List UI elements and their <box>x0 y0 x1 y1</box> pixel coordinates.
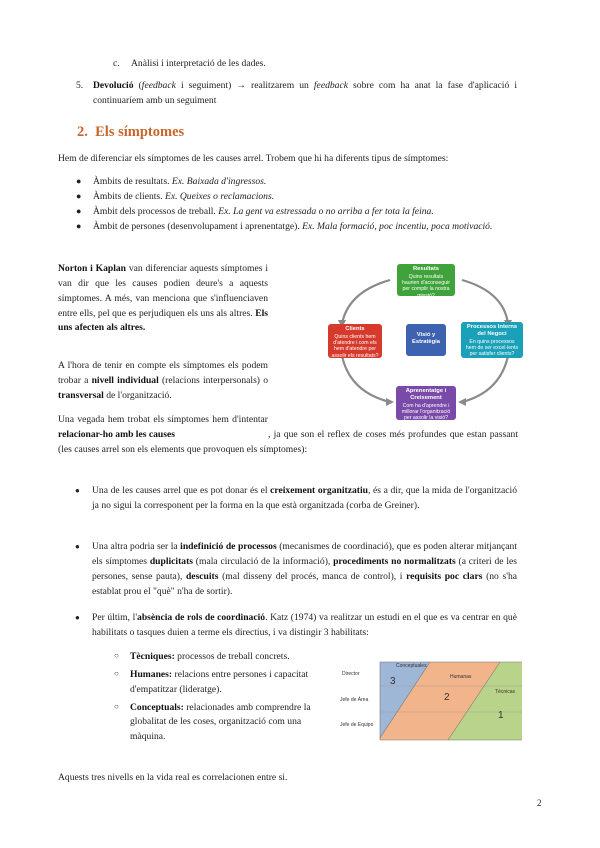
bullet-icon: ● <box>75 542 80 551</box>
page-number: 2 <box>537 798 542 808</box>
symptom-list <box>76 175 516 234</box>
arrow-bottom-right <box>462 356 508 402</box>
section-title: Els símptomes <box>95 124 185 140</box>
list-item: ● Àmbit de persones (desenvolupament i aprenentatge). Ex. Mala formació, poc incentiu, poca motivació. <box>76 220 493 232</box>
list-item: ○ Conceptuals: relacionades amb comprendre la globalitat de les coses, organització com una màquina. <box>114 701 311 743</box>
cause-item-1: ● Una de les causes arrel que es pot donar és el creixement organitzatiu, és a dir, que la mida de l'organització ja no sigui la corresponent per la forma en la que està organitzada (corba de Greiner). <box>75 485 517 511</box>
item5-title: Devolució <box>93 80 134 91</box>
band-label: Técnicas <box>495 689 516 695</box>
level-paragraph: A l'hora de tenir en compte els símptomes els podem trobar a nivell individual (relacions interpersonals) o transversal de l'organització. <box>58 360 268 401</box>
band-label: Humanas <box>450 674 472 680</box>
bullet-icon: ● <box>75 613 80 622</box>
row-label: Director <box>342 671 360 677</box>
list-item: ● Àmbit dels processos de treball. Ex. La gent va estressada o no arriba a fer tota la feina. <box>76 205 434 217</box>
section-number: 2. <box>77 124 88 140</box>
list-item: ● Àmbits de resultats. Ex. Baixada d'ingressos. <box>76 176 267 187</box>
diagram-box-center: Visió y Estratègia <box>406 324 446 356</box>
diagram-box-right: Processos Interns del Negoci En quins processos hem de ser excel·lents per satisfer clients? <box>461 322 523 358</box>
norton-paragraph: Norton i Kaplan van diferenciar aquests símptomes i van dir que les causes podien deure's a aquests símptomes. A més, van menciona que s'influenciaven entre ells, pel que es perjudiquen els uns als altres. Els uns afecten als altres. <box>58 263 268 334</box>
bullet-icon: ● <box>76 190 82 201</box>
arrow-icon: → <box>236 80 246 91</box>
circle-bullet-icon: ○ <box>114 651 119 660</box>
circle-bullet-icon: ○ <box>114 701 119 711</box>
skills-list <box>114 650 338 745</box>
cause-item-2: ● Una altra podria ser la indefinició de processos (mecanismes de coordinació), que es poden alterar mitjançant els símptomes duplicitats (mala circulació de la informació), procediments no normalitzats (a criteri de les persones, sense pauta), descuits (mal disseny del procés, manca de control), i requisits poc clars (no s'ha establat prou el "què" n'ha de sortir). <box>75 541 517 597</box>
list-marker-c: c. <box>113 58 120 69</box>
section-heading <box>77 121 184 143</box>
list-item: ○ Tècniques: processos de treball concrets. <box>114 651 290 662</box>
katz-chart <box>340 660 522 752</box>
bullet-icon: ● <box>76 220 82 231</box>
cause-item-3: ● Per últim, l'absència de rols de coordinació. Katz (1974) va realitzar un estudi en el que es va centrar en què habilitats o tasques duien a terme els directius, i va distingir 3 habilitats: <box>75 612 517 638</box>
scorecard-diagram <box>328 262 524 422</box>
bullet-icon: ● <box>76 176 82 186</box>
katz-chart-bands <box>340 660 522 752</box>
band-number: 1 <box>498 710 504 721</box>
list-item: ● Àmbits de clients. Ex. Queixes o reclamacions. <box>76 190 275 202</box>
bullet-icon: ● <box>76 205 82 216</box>
circle-bullet-icon: ○ <box>114 668 119 678</box>
band-number: 2 <box>444 692 450 703</box>
closing-paragraph: Aquests tres nivells en la vida real es correlacionen entre si. <box>58 772 288 783</box>
list-marker-5: 5. <box>76 80 84 91</box>
arrow-top-right <box>462 280 508 324</box>
row-label: Jefe de Equipo <box>340 722 374 728</box>
diagram-box-top: Resultats Quins resultats haurien d'aconseguir per complir la nostra missió? <box>397 264 455 296</box>
intro-paragraph: Hem de diferenciar els símptomes de les causes arrel. Trobem que hi ha diferents tipus de símptomes: <box>58 153 449 164</box>
bullet-icon: ● <box>75 486 80 495</box>
band-label: Conceptuales <box>396 663 427 669</box>
diagram-box-left: Clients Quins clients hem d'atendre i com els hem d'atendre per assolir els resultats? <box>328 324 382 358</box>
list-item-c: Anàlisi i interpretació de les dades. <box>131 58 266 69</box>
arrow-bottom-left <box>342 356 390 402</box>
band-number: 3 <box>390 676 396 687</box>
relate-paragraph: Una vegada hem trobat els símptomes hem d'intentar relacionar-ho amb les causes , ja que son el reflex de coses més profundes que estan passant (les causes arrel son els elements que provoquen els símptomes): <box>58 414 518 455</box>
arrow-top-left <box>342 280 390 324</box>
list-item-5: Devolució (feedback i seguiment) → realitzarem un feedback sobre com ha anat la fase d'aplicació i continuaríem amb un seguiment <box>93 80 518 106</box>
list-item: ○ Humanes: relacions entre persones i capacitat d'empatitzar (lideratge). <box>114 668 309 695</box>
diagram-box-bottom: Aprenentatge i Creixement Com ha d'aprendre i millorar l'organització per assolir la visió? <box>396 386 456 420</box>
row-label: Jefe de Área <box>340 697 369 703</box>
